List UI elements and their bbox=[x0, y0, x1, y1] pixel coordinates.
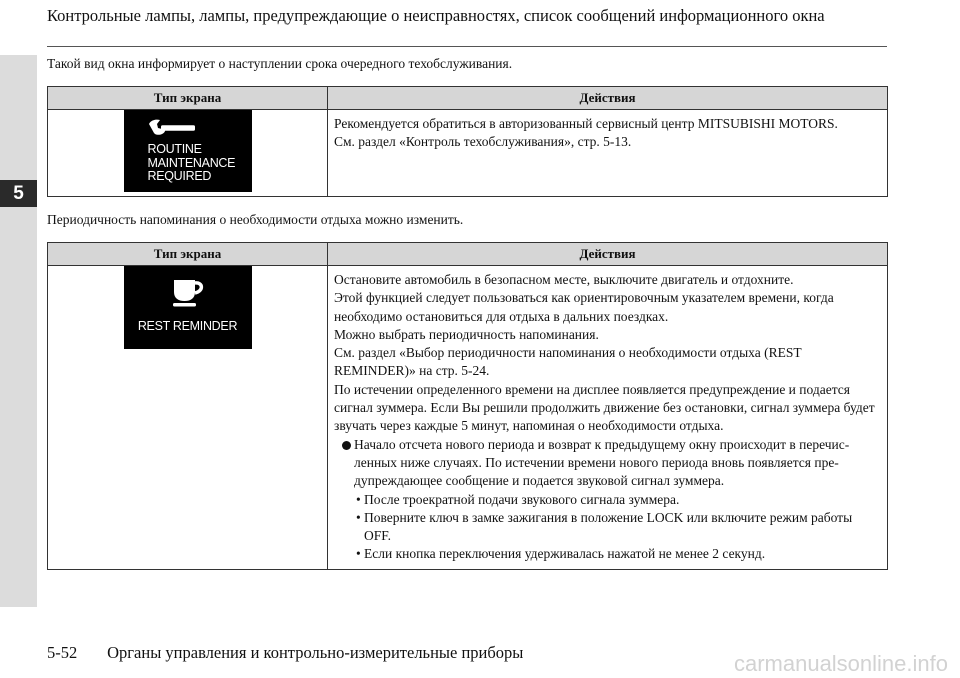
sub-item-marker: • bbox=[356, 509, 361, 525]
screen-cell bbox=[48, 110, 328, 197]
footer-section-title: Органы управления и контрольно-измерительные приборы bbox=[107, 643, 524, 662]
maintenance-display bbox=[124, 110, 252, 192]
header-divider bbox=[47, 46, 887, 47]
action-cell bbox=[328, 110, 888, 197]
sub-item-text: Если кнопка переключения удерживалась нажатой не менее 2 секунд. bbox=[364, 546, 766, 562]
column-header-action: Действия bbox=[328, 87, 888, 110]
chapter-number: 5 bbox=[0, 180, 37, 207]
rest-reminder-intro: Периодичность напоминания о необходимости отдыха можно изменить. bbox=[47, 212, 464, 227]
sub-item-text: Поверните ключ в замке зажигания в положение LOCK или включите режим работы OFF. bbox=[364, 509, 853, 544]
table-row bbox=[48, 266, 888, 570]
coffee-cup-icon bbox=[172, 277, 206, 309]
maintenance-display-text: ROUTINE MAINTENANCE REQUIRED bbox=[147, 142, 236, 183]
sub-list-item bbox=[334, 545, 881, 563]
table-row bbox=[48, 110, 888, 197]
maintenance-table bbox=[47, 86, 888, 197]
action-line: Рекомендуется обратиться в авторизованный сервисный центр MITSUBISHI MOTORS. bbox=[334, 116, 838, 131]
page-number: 5-52 bbox=[47, 643, 78, 662]
action-paragraph: Этой функцией следует пользоваться как ориентировочным указателем времени, когда необходимо остановиться для отдыха в дальних поездках. bbox=[334, 290, 834, 324]
bullet-dot-icon bbox=[342, 441, 351, 450]
screen-cell bbox=[48, 266, 328, 570]
column-header-screen: Тип экрана bbox=[48, 87, 328, 110]
rest-reminder-display bbox=[124, 266, 252, 349]
action-paragraph: См. раздел «Выбор периодичности напоминания о необходимости отдыха (REST REMINDER)» на стр. 5-24. bbox=[334, 345, 802, 379]
bullet-text: Начало отсчета нового периода и возврат к предыдущему окну происходит в перечис-ленных ниже случаях. По истечении времени нового периода вновь появляется пре-дупреждающее сообщение и подается звуковой сигнал зуммера. bbox=[354, 436, 850, 489]
table-header-row bbox=[48, 243, 888, 266]
bullet-item bbox=[334, 436, 881, 491]
action-line: См. раздел «Контроль техобслуживания», стр. 5-13. bbox=[334, 134, 632, 150]
page-header-title: Контрольные лампы, лампы, предупреждающие о неисправностях, список сообщений информационного окна bbox=[47, 6, 825, 25]
chapter-side-tab bbox=[0, 55, 37, 607]
watermark-text: carmanualsonline.info bbox=[733, 651, 948, 676]
column-header-screen: Тип экрана bbox=[48, 243, 328, 266]
maintenance-intro: Такой вид окна информирует о наступлении срока очередного техобслуживания. bbox=[47, 56, 513, 71]
action-paragraph: Остановите автомобиль в безопасном месте, выключите двигатель и отдохните. bbox=[334, 272, 794, 287]
action-cell bbox=[328, 266, 888, 570]
table-header-row bbox=[48, 87, 888, 110]
sub-list-item bbox=[334, 491, 881, 509]
sub-item-marker: • bbox=[356, 491, 361, 507]
column-header-action: Действия bbox=[328, 243, 888, 266]
page-footer bbox=[47, 642, 523, 664]
rest-reminder-table bbox=[47, 242, 888, 570]
action-paragraph: По истечении определенного времени на дисплее появляется предупреждение и подается сигнал зуммера. Если Вы решили продолжить движение без остановки, сигнал зуммера будет звучать через каждые 5 минут, напоминая о необходимости отдыха. bbox=[334, 381, 875, 434]
action-paragraph: Можно выбрать периодичность напоминания. bbox=[334, 326, 599, 342]
wrench-icon bbox=[148, 119, 196, 137]
sub-list-item bbox=[334, 509, 881, 546]
rest-reminder-display-text: REST REMINDER bbox=[137, 319, 238, 333]
sub-item-text: После троекратной подачи звукового сигнала зуммера. bbox=[364, 491, 680, 507]
sub-item-marker: • bbox=[356, 546, 361, 562]
